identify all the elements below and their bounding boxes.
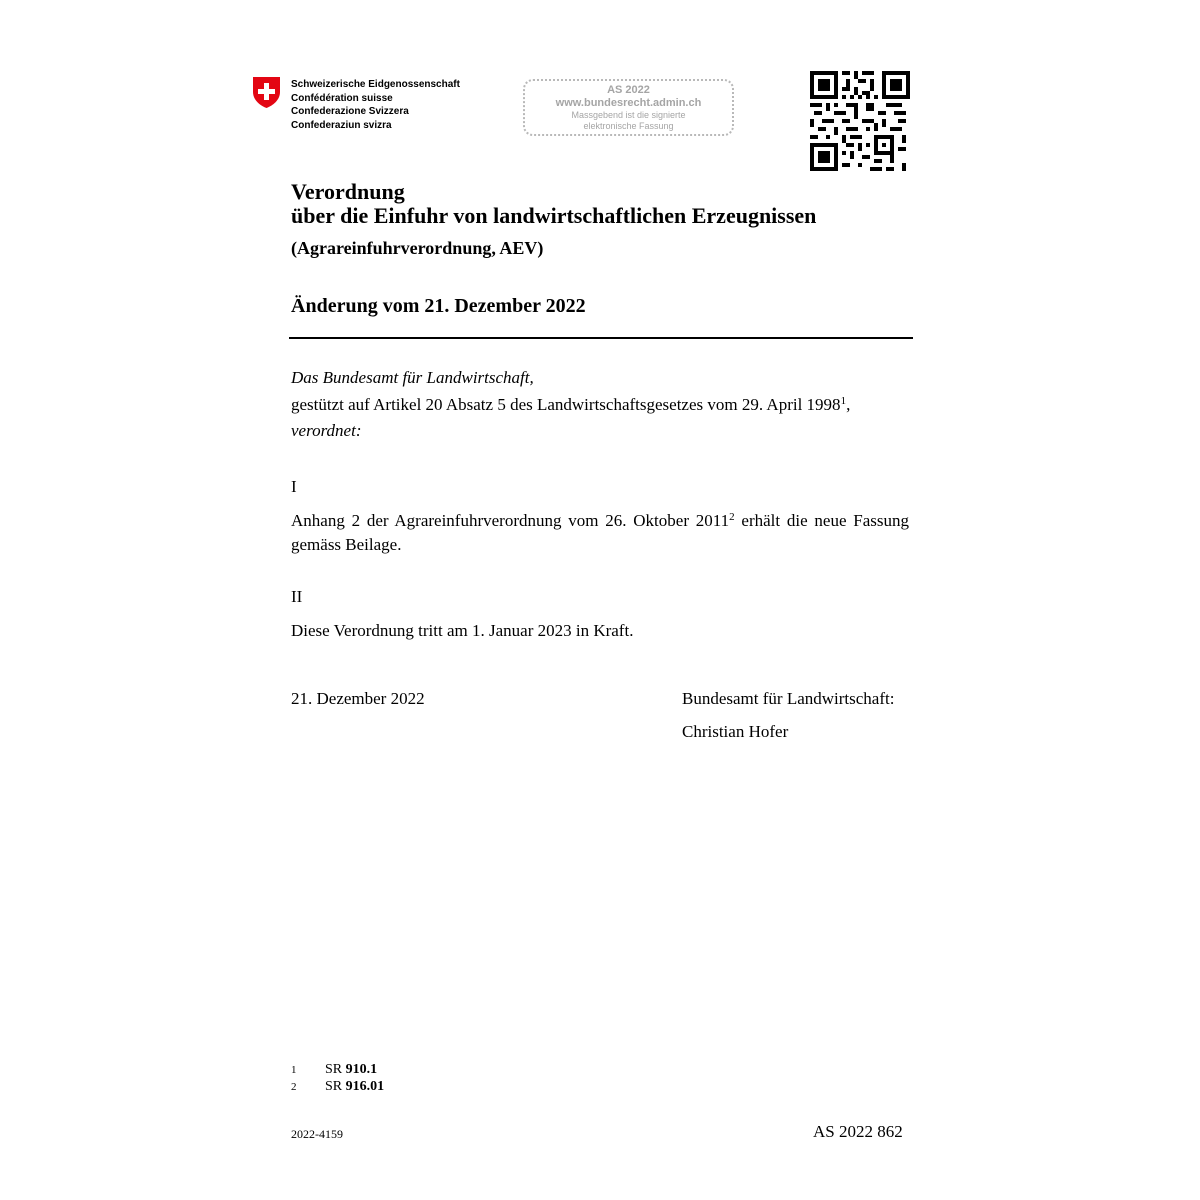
document-number: 2022-4159	[291, 1127, 343, 1141]
title-divider	[289, 337, 913, 339]
footnote-sr-number: 910.1	[345, 1062, 378, 1077]
stamp-as-number: AS 2022	[607, 84, 650, 96]
legal-basis	[291, 394, 850, 418]
section-text-1-b: erhält die neue Fassung gemäss Beilage.	[291, 511, 909, 554]
document-short-title: (Agrareinfuhrverordnung, AEV)	[291, 238, 544, 258]
footnote-ref-1: 1	[840, 395, 847, 407]
swiss-coat-of-arms-icon	[252, 76, 281, 109]
section-text-2: Diese Verordnung tritt am 1. Januar 2023 in Kraft.	[291, 621, 634, 640]
stamp-note-line2: elektronische Fassung	[583, 121, 674, 131]
footnote-ref-2: 2	[729, 511, 735, 523]
official-compilation-reference: AS 2022 862	[813, 1122, 903, 1141]
signatory-name: Christian Hofer	[682, 722, 789, 741]
footnote-2	[291, 1079, 384, 1095]
legal-basis-text: gestützt auf Artikel 20 Absatz 5 des Landwirtschaftsgesetzes vom 29. April 1998	[291, 395, 841, 414]
confederation-name-it: Confederazione Svizzera	[291, 106, 409, 117]
official-publication-stamp	[523, 79, 734, 136]
confederation-name-fr: Confédération suisse	[291, 92, 393, 104]
footnote-number: 2	[291, 1081, 297, 1093]
signature-date: 21. Dezember 2022	[291, 689, 425, 708]
section-number-1: I	[291, 477, 297, 496]
confederation-name-de: Schweizerische Eidgenossenschaft	[291, 79, 460, 90]
footnote-prefix: SR	[325, 1079, 343, 1094]
footnote-1	[291, 1062, 377, 1078]
footnote-number: 1	[291, 1064, 297, 1076]
document-title-line1: Verordnung	[291, 179, 405, 204]
footnote-prefix: SR	[325, 1062, 343, 1077]
legal-basis-end: ,	[846, 395, 851, 414]
section-number-2: II	[291, 587, 303, 606]
amendment-date-heading: Änderung vom 21. Dezember 2022	[291, 295, 586, 317]
stamp-url: www.bundesrecht.admin.ch	[555, 97, 702, 109]
confederation-name-rm: Confederaziun svizra	[291, 119, 392, 131]
footnote-sr-number: 916.01	[345, 1079, 385, 1094]
decree-formula: verordnet:	[291, 421, 362, 440]
issuing-authority: Das Bundesamt für Landwirtschaft,	[291, 368, 534, 387]
document-title-line2: über die Einfuhr von landwirtschaftlichen Erzeugnissen	[291, 203, 817, 228]
section-text-1	[291, 510, 909, 556]
section-text-1-a: Anhang 2 der Agrareinfuhrverordnung vom 26. Oktober 2011	[291, 511, 730, 530]
confederation-name-block	[291, 78, 460, 132]
qr-code-icon	[810, 71, 910, 171]
signing-authority: Bundesamt für Landwirtschaft:	[682, 689, 895, 708]
stamp-note-line1: Massgebend ist die signierte	[571, 110, 686, 120]
